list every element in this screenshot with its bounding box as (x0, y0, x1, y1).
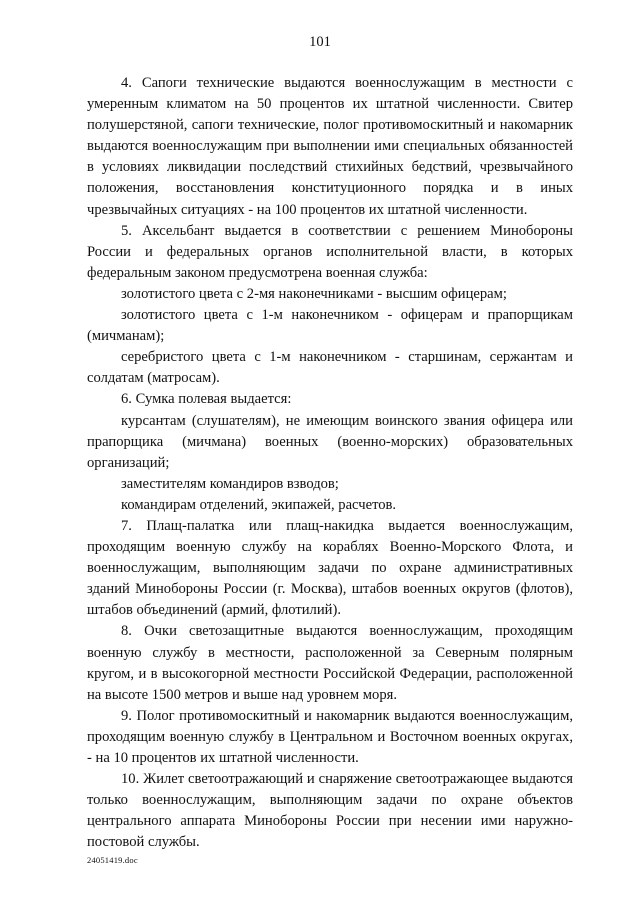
paragraph-item-7: 7. Плащ-палатка или плащ-накидка выдается военнослужащим, проходящим военную службу на кораблях Военно-Морского Флота, и военнослужащим, выполняющим задачи по охране административных зданий Минобороны России (г. Москва), штабов военных округов (флотов), штабов объединений (армий, флотилий). (87, 517, 573, 619)
paragraph-item-10: 10. Жилет светоотражающий и снаряжение светоотражающее выдаются только военнослужащим, выполняющим задачи по охране объектов центрального аппарата Минобороны России при несении ими наружно-постовой службы. (87, 771, 573, 851)
paragraph-item-5: 5. Аксельбант выдается в соответствии с решением Минобороны России и федеральных органов исполнительной власти, в которых федеральным законом предусмотрена военная служба: (87, 222, 573, 281)
paragraph-squad-commanders: командирам отделений, экипажей, расчетов. (121, 496, 397, 513)
paragraph-deputy-commanders: заместителям командиров взводов; (121, 475, 339, 492)
paragraph-gold-one-tip: золотистого цвета с 1-м наконечником - офицерам и прапорщикам (мичманам); (87, 307, 573, 345)
paragraph-silver-one-tip: серебристого цвета с 1-м наконечником - старшинам, сержантам и солдатам (матросам). (87, 349, 573, 387)
paragraph-item-8: 8. Очки светозащитные выдаются военнослужащим, проходящим военную службу в местности, расположенной за Северным полярным кругом, и в высокогорной местности Российской Федерации, расположенной на высоте 1500 метров и выше над уровнем моря. (87, 623, 573, 703)
paragraph-gold-two-tips: золотистого цвета с 2-мя наконечниками - высшим офицерам; (121, 285, 507, 302)
document-body (87, 73, 573, 853)
page-number: 101 (309, 34, 331, 50)
paragraph-item-6: 6. Сумка полевая выдается: (121, 391, 292, 408)
paragraph-item-9: 9. Полог противомоскитный и накомарник выдаются военнослужащим, проходящим военную службу в Центральном и Восточном военных округах, - на 10 процентов их штатной численности. (87, 707, 573, 766)
paragraph-cadets: курсантам (слушателям), не имеющим воинского звания офицера или прапорщика (мичмана) военных (военно-морских) образовательных организаций; (87, 412, 573, 471)
document-file-code: 24051419.doc (87, 855, 138, 865)
paragraph-item-4: 4. Сапоги технические выдаются военнослужащим в местности с умеренным климатом на 50 процентов их штатной численности. Свитер полушерстяной, сапоги технические, полог противомоскитный и накомарник выдаются военнослужащим при выполнении ими специальных обязанностей в условиях ликвидации последствий стихийных бедствий, чрезвычайного положения, восстановления конституционного порядка и в иных чрезвычайных ситуациях - на 100 процентов их штатной численности. (87, 75, 573, 218)
